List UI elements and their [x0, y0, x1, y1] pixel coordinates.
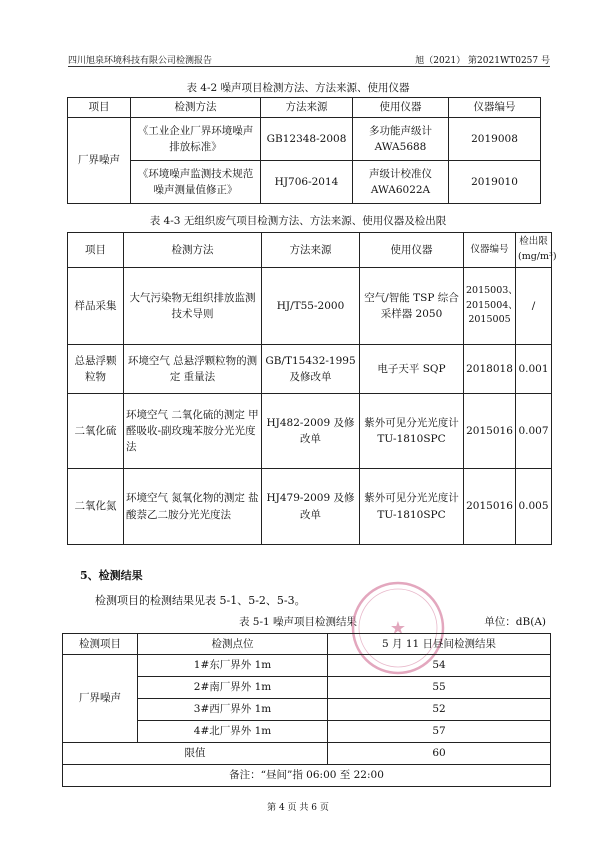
method-cell: 环境空气 二氧化硫的测定 甲醛吸收-副玫瑰苯胺分光光度法 [124, 394, 262, 469]
instrument-cell: 空气/智能 TSP 综合采样器 2050 [360, 268, 464, 345]
column-header: 检测方法 [131, 98, 261, 118]
id-cell: 2015003、2015004、2015005 [464, 268, 516, 345]
limit-label: 限值 [63, 743, 328, 765]
method-cell: 《环境噪声监测技术规范噪声测量值修正》 [131, 161, 261, 204]
table-5-1 [62, 633, 551, 787]
company-name: 四川旭泉环境科技有限公司检测报告 [68, 56, 213, 66]
column-header: 检测点位 [138, 634, 328, 655]
limit-cell: 0.007 [516, 394, 552, 469]
column-header: 方法来源 [261, 98, 353, 118]
table-note: 备注：“昼间”指 06:00 至 22:00 [63, 765, 551, 787]
column-header: 检测方法 [124, 233, 262, 268]
instrument-cell: 声级计校准仪 AWA6022A [353, 161, 449, 204]
item-cell: 二氧化硫 [68, 394, 124, 469]
id-cell: 2019008 [449, 118, 541, 161]
table-4-3-caption: 表 4-3 无组织废气项目检测方法、方法来源、使用仪器及检出限 [149, 215, 447, 227]
page-header [68, 50, 550, 67]
column-header: 仪器编号 [464, 233, 516, 268]
source-cell: HJ706-2014 [261, 161, 353, 204]
value-cell: 54 [328, 655, 551, 677]
unit-label: 单位：dB(A) [484, 616, 546, 628]
value-cell: 52 [328, 699, 551, 721]
source-cell: GB/T15432-1995 及修改单 [262, 345, 360, 394]
point-cell: 2#南厂界外 1m [138, 677, 328, 699]
limit-value: 60 [328, 743, 551, 765]
point-cell: 3#西厂界外 1m [138, 699, 328, 721]
limit-cell: 0.001 [516, 345, 552, 394]
instrument-cell: 紫外可见分光光度计 TU-1810SPC [360, 394, 464, 469]
method-cell: 《工业企业厂界环境噪声排放标准》 [131, 118, 261, 161]
method-cell: 环境空气 氮氧化物的测定 盐酸萘乙二胺分光光度法 [124, 469, 262, 545]
instrument-cell: 多功能声级计 AWA5688 [353, 118, 449, 161]
limit-cell: / [516, 268, 552, 345]
source-cell: HJ/T55-2000 [262, 268, 360, 345]
report-number: 旭（2021） 第2021WT0257 号 [415, 56, 550, 66]
method-cell: 环境空气 总悬浮颗粒物的测定 重量法 [124, 345, 262, 394]
page-footer: 第 4 页 共 6 页 [267, 803, 329, 813]
item-cell: 厂界噪声 [68, 118, 131, 204]
id-cell: 2015016 [464, 469, 516, 545]
point-cell: 4#北厂界外 1m [138, 721, 328, 743]
column-header: 5 月 11 日昼间检测结果 [328, 634, 551, 655]
source-cell: HJ479-2009 及修改单 [262, 469, 360, 545]
column-header: 项目 [68, 233, 124, 268]
section-5-title: 5、检测结果 [80, 569, 143, 582]
item-cell: 样品采集 [68, 268, 124, 345]
source-cell: GB12348-2008 [261, 118, 353, 161]
column-header: 使用仪器 [353, 98, 449, 118]
item-cell: 总悬浮颗粒物 [68, 345, 124, 394]
table-4-2 [67, 97, 541, 204]
method-cell: 大气污染物无组织排放监测技术导则 [124, 268, 262, 345]
item-cell: 二氧化氮 [68, 469, 124, 545]
instrument-cell: 电子天平 SQP [360, 345, 464, 394]
id-cell: 2018018 [464, 345, 516, 394]
column-header: 方法来源 [262, 233, 360, 268]
id-cell: 2019010 [449, 161, 541, 204]
point-cell: 1#东厂界外 1m [138, 655, 328, 677]
item-cell: 厂界噪声 [63, 655, 138, 743]
table-4-2-caption: 表 4-2 噪声项目检测方法、方法来源、使用仪器 [186, 82, 410, 94]
column-header: 检测项目 [63, 634, 138, 655]
column-header: 检出限 (mg/m³) [516, 233, 552, 268]
column-header: 使用仪器 [360, 233, 464, 268]
instrument-cell: 紫外可见分光光度计 TU-1810SPC [360, 469, 464, 545]
column-header: 仪器编号 [449, 98, 541, 118]
value-cell: 57 [328, 721, 551, 743]
table-4-3 [67, 232, 557, 545]
column-header: 项目 [68, 98, 131, 118]
value-cell: 55 [328, 677, 551, 699]
source-cell: HJ482-2009 及修改单 [262, 394, 360, 469]
svg-text:★: ★ [389, 618, 407, 639]
limit-cell: 0.005 [516, 469, 552, 545]
id-cell: 2015016 [464, 394, 516, 469]
section-5-paragraph: 检测项目的检测结果见表 5-1、5-2、5-3。 [95, 594, 306, 607]
table-5-1-caption: 表 5-1 噪声项目检测结果 [238, 616, 358, 628]
